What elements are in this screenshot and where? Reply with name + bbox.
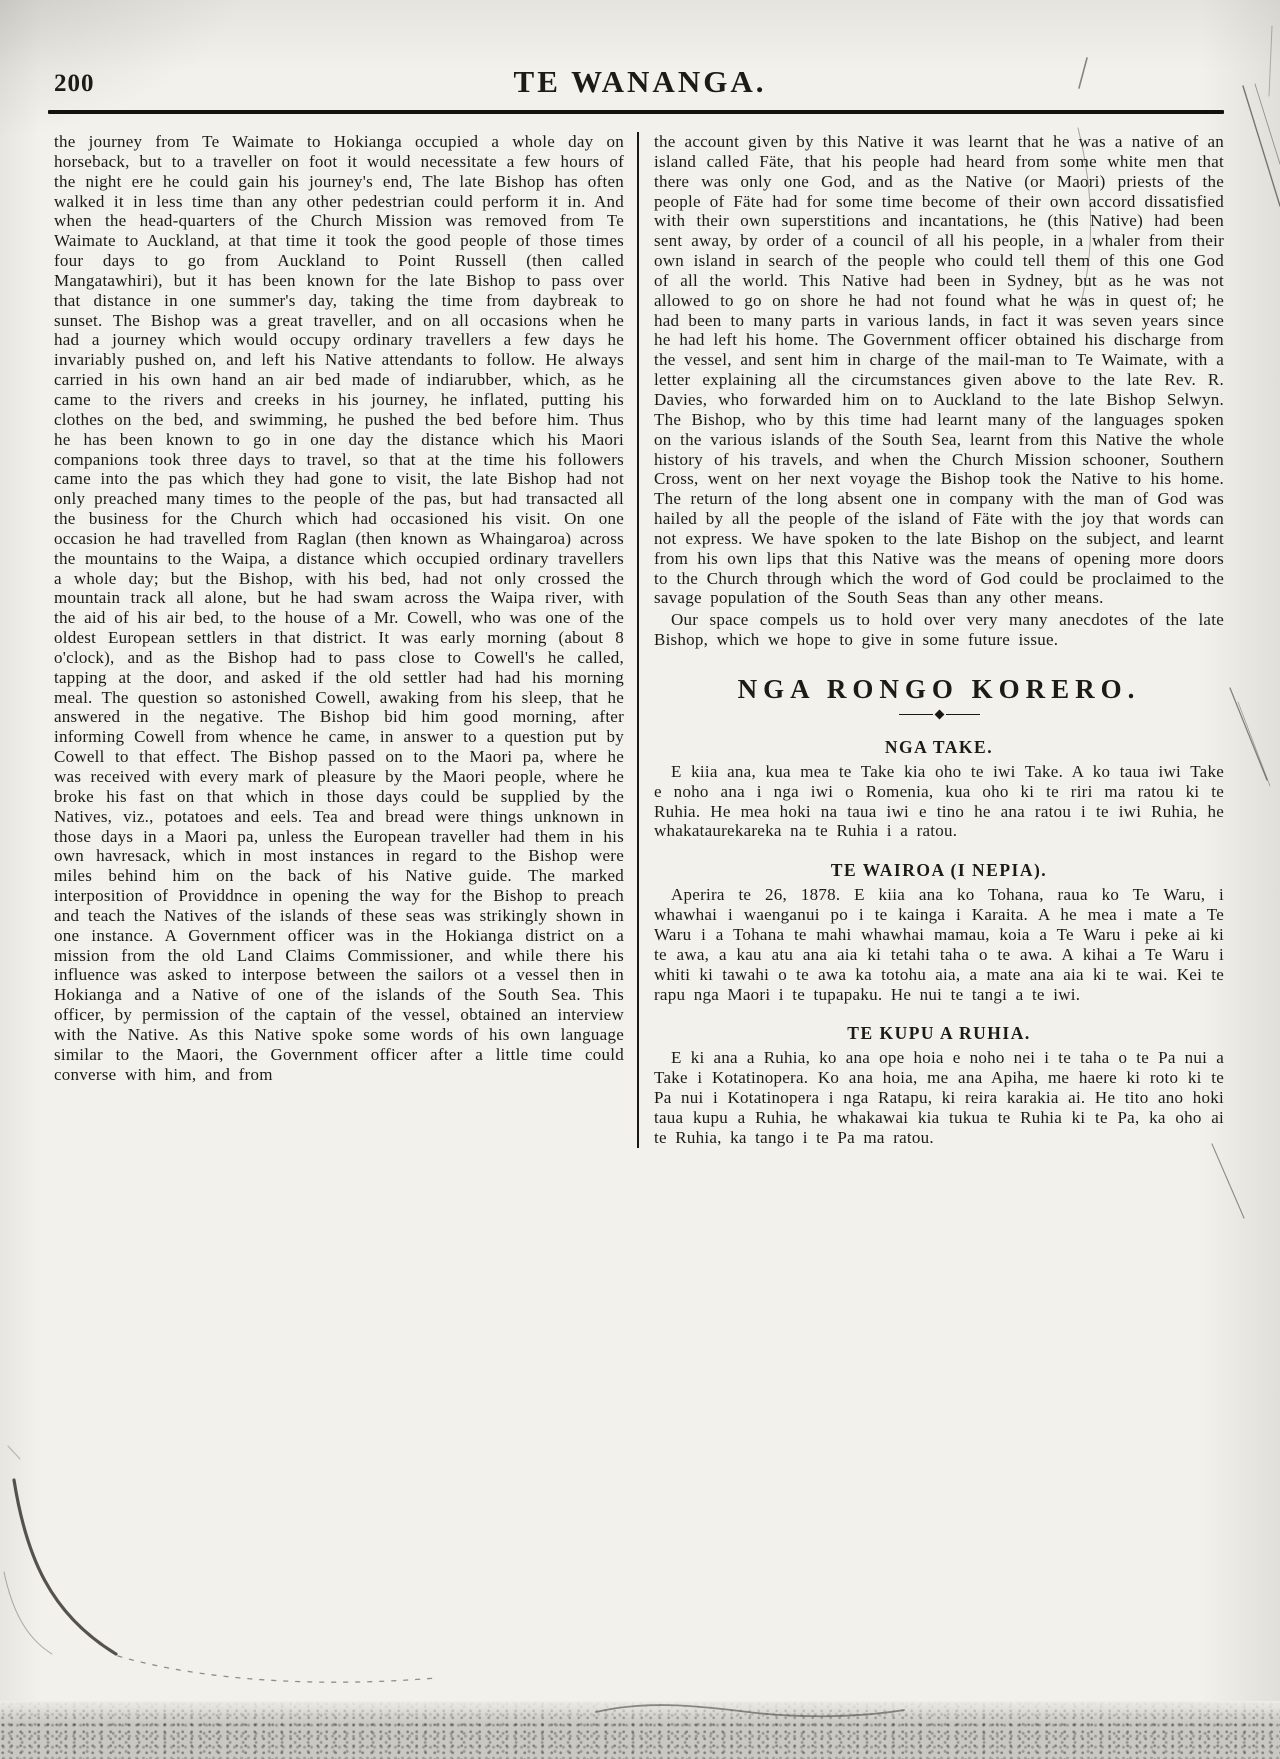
- scan-mark-edge-diagonal: [1238, 702, 1270, 786]
- article-paragraph-left: the journey from Te Waimate to Hokianga occupied a whole day on horseback, but to a traveller on foot it would necessitate a few hours of the night ere he could gain his journey's end, The late Bishop has often walked it in less time than any other pedestrian could perform it in. And when the head-quarters of the Church Mission was removed from Te Waimate to Auckland, at that time it took the good people of those times four days to go from Auckland to Point Russell (then called Mangatawhiri), but it has been known for the late Bishop to pass over that distance in one summer's day, taking the time from daybreak to sunset. The Bishop was a great traveller, and on all occasions when he had a journey which would occupy ordinary travellers a few days he invariably pushed on, and left his Native attendants to follow. He always carried in his own hand an air bed made of indiarubber, which, as he came to the rivers and creeks in his journey, he inflated, putting his clothes on the bed, and swimming, he pushed the bed before him. Thus he has been known to go in one day the distance which his Maori companions took three days to travel, so that at the time his followers came into the pas which they had gone to visit, the late Bishop had not only preached many times to the people of the pas, but had transacted all the business for the Church which had occasioned his visit. On one occasion he had travelled from Raglan (then known as Whaingaroa) across the mountains to the Waipa, a distance which occupied ordinary travellers a whole day; but the Bishop, with his bed, had not only crossed the mountain track all alone, but he had swam across the Waipa river, with the aid of his air bed, to the house of a Mr. Cowell, who was one of the oldest European settlers in that district. It was early morning (about 8 o'clock), and as the Bishop had to pass close to Cowell's he called, tapping at the door, and asked if the old settler had had his morning meal. The question so astonished Cowell, awaking from his sleep, that he answered in the negative. The Bishop bid him good morning, after informing Cowell from whence he came, in answer to a question put by Cowell to that effect. The Bishop passed on to the Maori pa, where he was received with every mark of pleasure by the Maori people, where he broke his fast on that which in those days could be supplied by the Natives, viz., potatoes and eels. Tea and bread were things unknown in those days in a Maori pa, unless the European traveller had them in his own havresack, which in most instances in regard to the Bishop were miles behind him on the back of his Native guide. The marked interposition of Providdnce in opening the way for the Bishop to preach and teach the Natives of the islands of these seas was strikingly shown in one instance. A Government officer was in the Hokianga district on a mission from the old Land Claims Commissioner, and while there his influence was asked to interpose between the sailors ot a vessel then in Hokianga and a Native of one of the islands of the South Sea. This officer, by permission of the captain of the vessel, obtained an interview with the Native. As this Native spoke some words of his own language similar to the Maori, the Government officer after a little time could converse with him, and from: [54, 132, 624, 1084]
- news-item-body: E kiia ana, kua mea te Take kia oho te iwi Take. A ko taua iwi Take e noho ana i nga iwi o Romenia, kua oho ki te riri ma ratou ki te Ruhia. He mea hoki na taua iwi e tino he ana ratou i te iwi Ruhia, he whakataurekareka na te Ruhia i a ratou.: [654, 761, 1224, 841]
- scan-mark-left-tick: [8, 1446, 20, 1459]
- ornament-line-left: [899, 714, 933, 715]
- page-number: 200: [54, 70, 95, 97]
- news-item-body: Aperira te 26, 1878. E kiia ana ko Tohana, raua ko Te Waru, i whawhai i waenganui po i te kainga i Karaita. A he mea i mate a Te Waru i a Tohana te mahi whawhai mamau, koia a Te Waru i peke ai ki te awa, a kau atu ana aia ki tetahi taha o te awa. A kihai a Te Waru i whiti ki tawahi o te awa ka totohu aia, a mate ana aia ki te wai. Kei te rapu nga Maori i te tupapaku. He nui te tangi a te iwi.: [654, 885, 1224, 1004]
- article-paragraph-right: the account given by this Native it was learnt that he was a native of an island called Fäte, that his people had heard from some white men that there was only one God, and as the Native (or Maori) priests of the people of Fäte had for some time become of their own accord dissatisfied with their own superstitions and incantations, he (this Native) had been sent away, by order of a council of all his people, in a whaler from their own island in search of the people who could tell them of this one God of all the world. This Native had been in Sydney, but as he was not allowed to go on shore he had not found what he was in quest of; he had been to many parts in various lands, in fact it was seven years since he had left his home. The Government officer obtained his discharge from the vessel, and sent him in charge of the mail-man to Te Waimate, with a letter explaining all the circumstances given above to the late Rev. R. Davies, who forwarded him on to Auckland to the late Bishop Selwyn. The Bishop, who by this time had learnt many of the languages spoken on the various islands of the South Sea, learnt from this Native the whole history of his travels, and when the Church Mission schooner, Southern Cross, went on her next voyage the Bishop took the Native to his home. The return of the long absent one in company with the man of God was hailed by all the people of the island of Fäte with the joy that words can not express. We have spoken to the late Bishop on the subject, and learnt from his own lips that this Native was the means of opening more doors to the Church through which the word of God could be proclaimed to the savage population of the South Seas than any other means.: [654, 132, 1224, 608]
- scan-mark-edge-diagonal: [1230, 688, 1267, 780]
- scan-mark-swoop: [14, 1480, 116, 1654]
- left-column: [54, 132, 637, 1148]
- scan-mark-faint-curve: [4, 1572, 52, 1654]
- ornament-diamond-icon: [934, 709, 944, 719]
- scan-mark-dashed: [118, 1656, 436, 1682]
- ornament-line-right: [946, 714, 980, 715]
- article-closing-note: Our space compels us to hold over very many anecdotes of the late Bishop, which we hope to give in some future issue.: [654, 610, 1224, 650]
- scan-noise-band: [0, 1701, 1280, 1759]
- section-divider-ornament-icon: [654, 711, 1224, 718]
- news-section-title: NGA RONGO KORERO.: [737, 673, 1141, 704]
- page-title: TE WANANGA.: [513, 64, 767, 99]
- news-item-body: E ki ana a Ruhia, ko ana ope hoia e noho nei i te taha o te Pa nui a Take i Kotatinopera. Ko ana hoia, me ana Apiha, me haere ki roto ki te Pa nui i Kotatinopera i nga Ratapu, ki reira karakia ai. He tito ano hoki taua kupu a Ruhia, he whakawai kia tukua te Ruhia ki te Pa, ka oho ai te Ruhia, ka tango i te Pa ma ratou.: [654, 1048, 1224, 1147]
- news-item-heading-nga-take: NGA TAKE.: [884, 736, 994, 757]
- right-column: [639, 132, 1224, 1148]
- news-item-heading-te-wairoa: TE WAIROA (I NEPIA).: [830, 860, 1048, 881]
- page-header: [0, 0, 1280, 118]
- news-item-heading-te-kupu-a-ruhia: TE KUPU A RUHIA.: [847, 1023, 1031, 1044]
- article-columns: [54, 132, 1224, 1148]
- scan-mark-edge-diagonal: [1212, 1144, 1244, 1218]
- header-rule: [48, 110, 1224, 114]
